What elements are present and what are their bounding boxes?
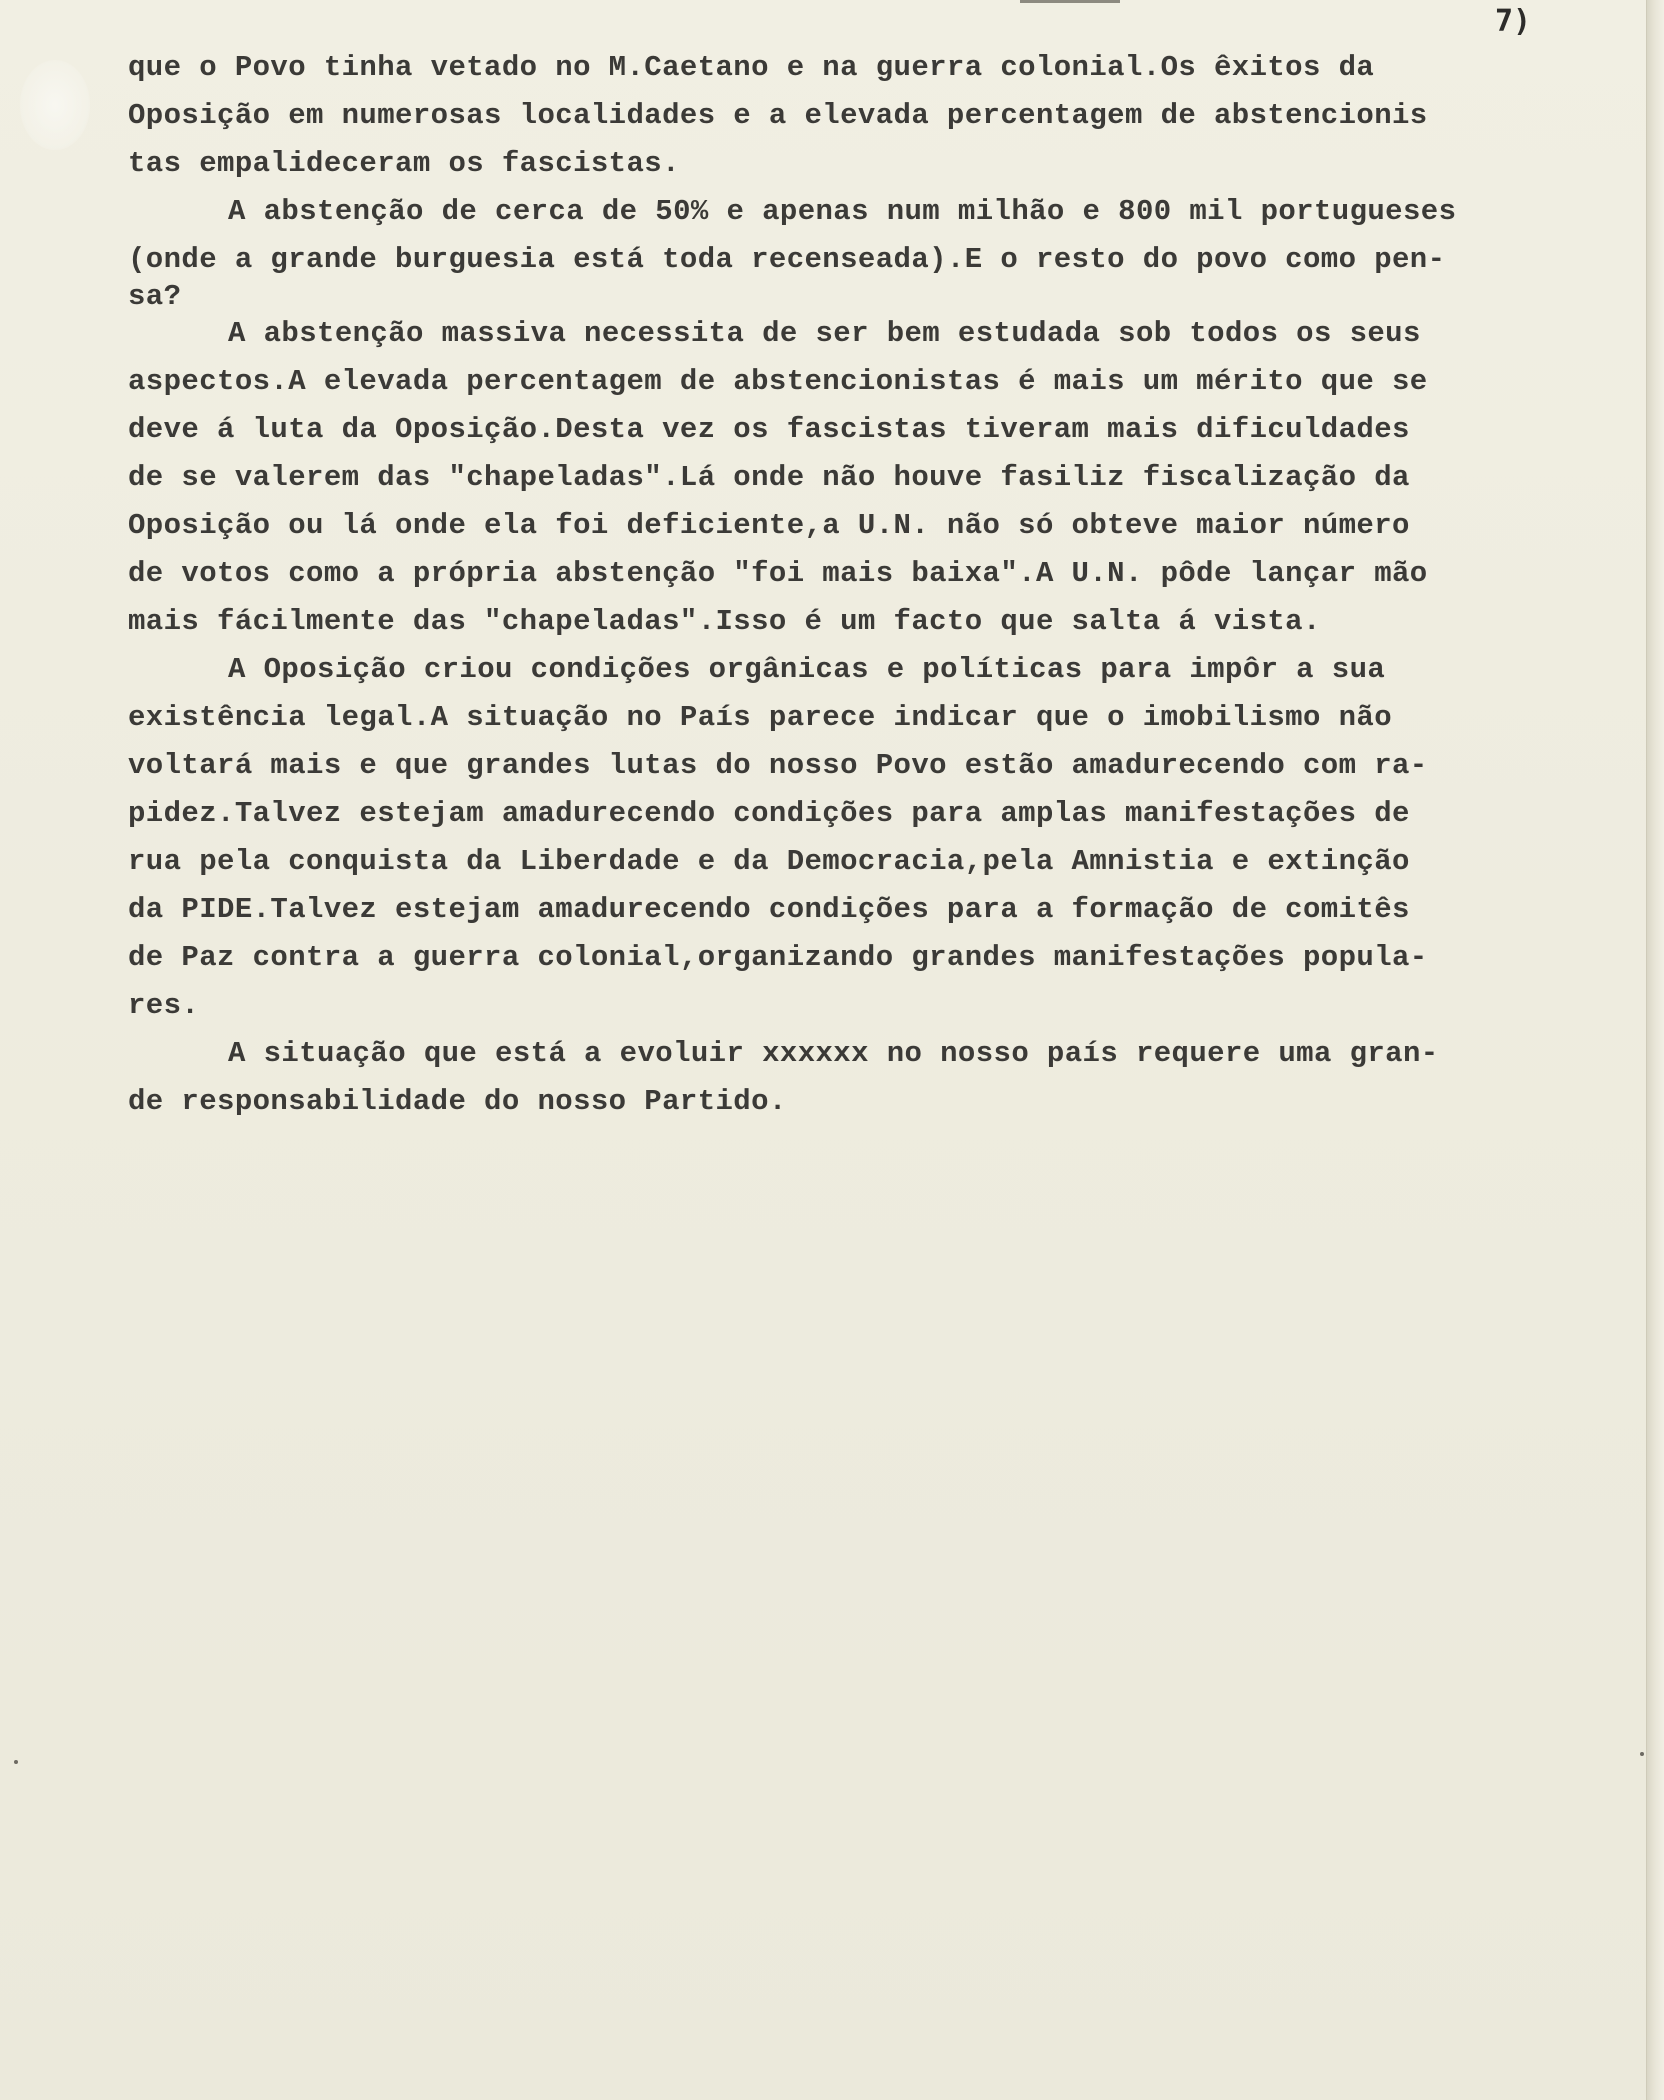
text-line: pidez.Talvez estejam amadurecendo condições para amplas manifestações de: [128, 797, 1410, 830]
paper-speck: [14, 1760, 18, 1764]
text-line: existência legal.A situação no País parece indicar que o imobilismo não: [128, 701, 1393, 734]
text-line: tas empalideceram os fascistas.: [128, 147, 680, 180]
paragraph-3: [128, 310, 1648, 646]
text-line: aspectos.A elevada percentagem de abstencionistas é mais um mérito que se: [128, 365, 1428, 398]
page-number: 7): [1495, 4, 1532, 39]
text-line: de responsabilidade do nosso Partido.: [128, 1085, 787, 1118]
text-line: A Oposição criou condições orgânicas e políticas para impôr a sua: [228, 653, 1386, 686]
text-line: A abstenção de cerca de 50% e apenas num milhão e 800 mil portugueses: [228, 195, 1457, 228]
text-line: da PIDE.Talvez estejam amadurecendo condições para a formação de comitês: [128, 893, 1410, 926]
paragraph-1: [128, 44, 1648, 188]
text-line: A situação que está a evoluir xxxxxx no nosso país requere uma gran-: [228, 1037, 1439, 1070]
text-line: Oposição em numerosas localidades e a elevada percentagem de abstencionis: [128, 99, 1428, 132]
top-edge-mark: [1020, 0, 1120, 3]
text-line: rua pela conquista da Liberdade e da Democracia,pela Amnistia e extinção: [128, 845, 1410, 878]
page-edge: [1646, 0, 1664, 2100]
text-line: mais fácilmente das "chapeladas".Isso é um facto que salta á vista.: [128, 605, 1321, 638]
text-line: (onde a grande burguesia está toda recenseada).E o resto do povo como pen-: [128, 243, 1446, 276]
text-line: que o Povo tinha vetado no M.Caetano e na guerra colonial.Os êxitos da: [128, 51, 1375, 84]
text-line: de se valerem das "chapeladas".Lá onde não houve fasiliz fiscalização da: [128, 461, 1410, 494]
text-line: res.: [128, 989, 200, 1022]
paragraph-4: [128, 646, 1648, 1030]
text-line: sa?: [128, 280, 182, 313]
paragraph-2: [128, 188, 1648, 313]
text-line: de votos como a própria abstenção "foi mais baixa".A U.N. pôde lançar mão: [128, 557, 1428, 590]
text-line: de Paz contra a guerra colonial,organizando grandes manifestações popula-: [128, 941, 1428, 974]
text-line: deve á luta da Oposição.Desta vez os fascistas tiveram mais dificuldades: [128, 413, 1410, 446]
paragraph-5: [128, 1030, 1648, 1126]
text-line: Oposição ou lá onde ela foi deficiente,a U.N. não só obteve maior número: [128, 509, 1410, 542]
text-line: A abstenção massiva necessita de ser bem estudada sob todos os seus: [228, 317, 1421, 350]
typed-text-body: [128, 44, 1648, 1126]
text-line: voltará mais e que grandes lutas do nosso Povo estão amadurecendo com ra-: [128, 749, 1428, 782]
paper-speck: [1640, 1752, 1644, 1756]
paper-stain: [20, 60, 90, 150]
